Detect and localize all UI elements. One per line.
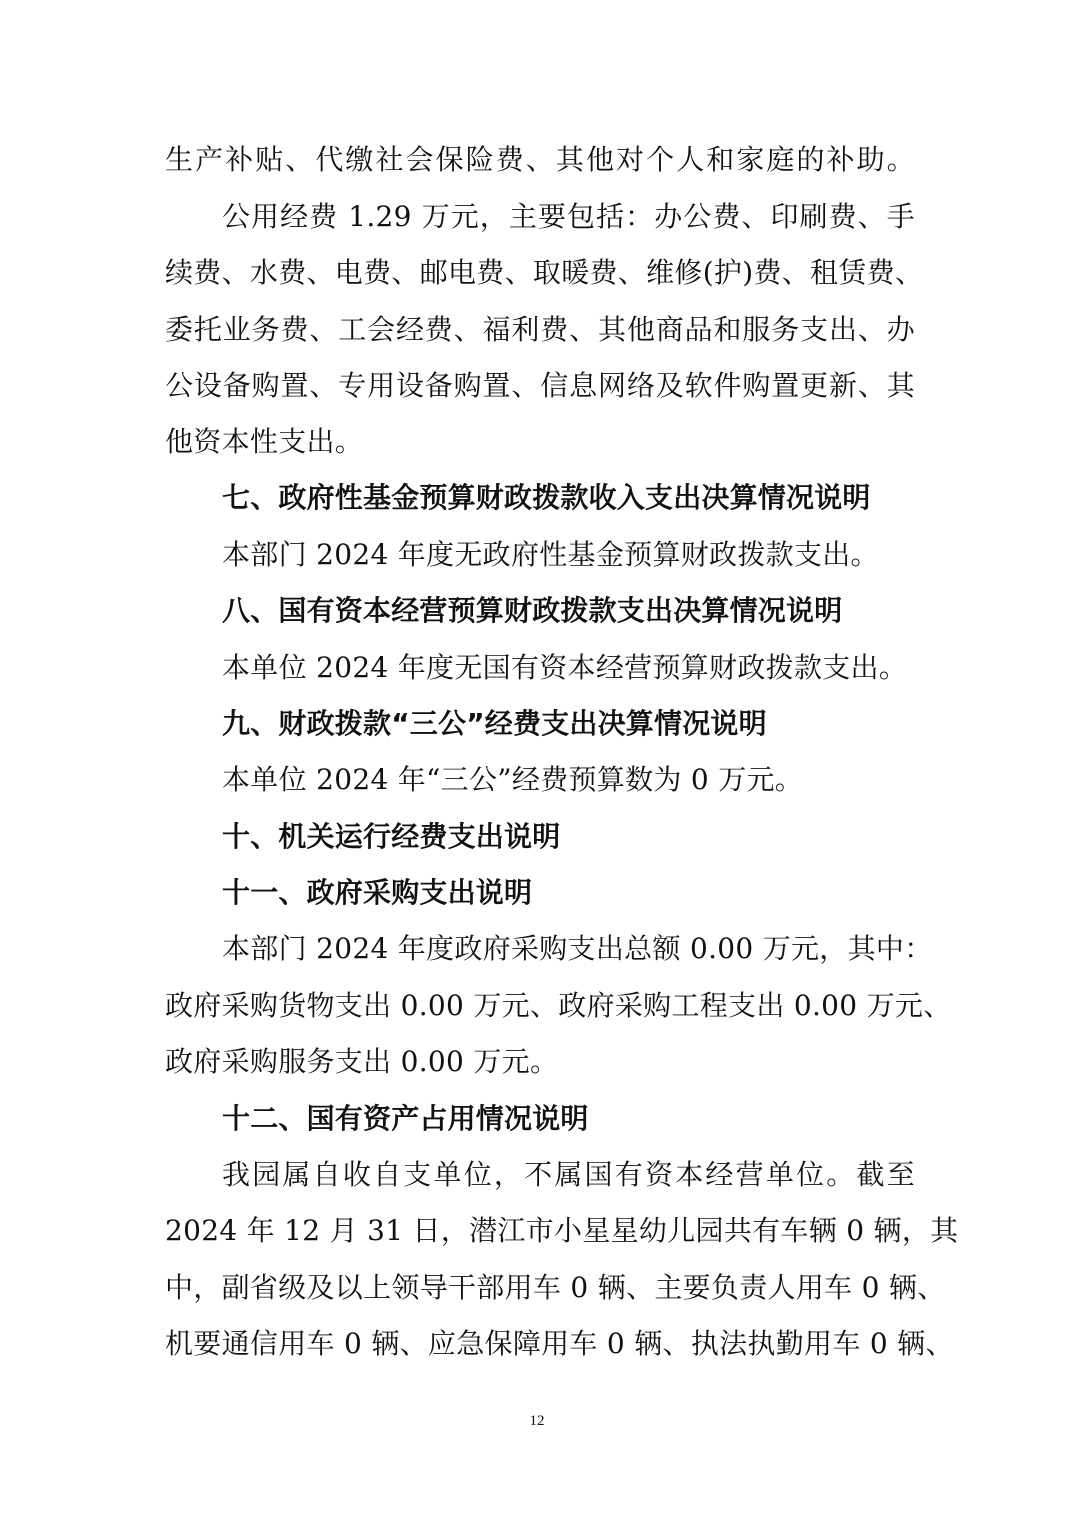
paragraph-line: 续费、水费、电费、邮电费、取暖费、维修(护)费、租赁费、 [165, 256, 924, 289]
paragraph-line: 本部门 2024 年度无政府性基金预算财政拨款支出。 [222, 538, 879, 571]
paragraph-line: 本部门 2024 年度政府采购支出总额 0.00 万元，其中： [222, 932, 933, 965]
paragraph-line: 本单位 2024 年度无国有资本经营预算财政拨款支出。 [222, 651, 908, 684]
page-number: 12 [529, 1413, 545, 1429]
section-heading: 八、国有资本经营预算财政拨款支出决算情况说明 [222, 594, 843, 627]
paragraph-line: 政府采购服务支出 0.00 万元。 [165, 1045, 559, 1078]
paragraph-line: 公设备购置、专用设备购置、信息网络及软件购置更新、其 [165, 369, 915, 402]
paragraph-line: 我园属自收自支单位，不属国有资本经营单位。截至 [222, 1158, 915, 1191]
paragraph-line: 2024 年 12 月 31 日，潜江市小星星幼儿园共有车辆 0 辆，其 [165, 1214, 959, 1247]
section-heading: 十、机关运行经费支出说明 [222, 820, 561, 853]
paragraph-line: 生产补贴、代缴社会保险费、其他对个人和家庭的补助。 [165, 143, 915, 176]
paragraph-line: 他资本性支出。 [165, 425, 364, 458]
section-heading: 七、政府性基金预算财政拨款收入支出决算情况说明 [222, 481, 871, 514]
paragraph-line: 中，副省级及以上领导干部用车 0 辆、主要负责人用车 0 辆、 [165, 1271, 946, 1304]
section-heading: 十二、国有资产占用情况说明 [222, 1102, 589, 1135]
paragraph-line: 委托业务费、工会经费、福利费、其他商品和服务支出、办 [165, 313, 915, 346]
paragraph-line: 公用经费 1.29 万元，主要包括：办公费、印刷费、手 [222, 200, 915, 233]
section-heading: 九、财政拨款“三公”经费支出决算情况说明 [222, 707, 767, 740]
paragraph-line: 机要通信用车 0 辆、应急保障用车 0 辆、执法执勤用车 0 辆、 [165, 1327, 954, 1360]
paragraph-line: 政府采购货物支出 0.00 万元、政府采购工程支出 0.00 万元、 [165, 989, 952, 1022]
paragraph-line: 本单位 2024 年“三公”经费预算数为 0 万元。 [222, 763, 804, 796]
section-heading: 十一、政府采购支出说明 [222, 876, 533, 909]
